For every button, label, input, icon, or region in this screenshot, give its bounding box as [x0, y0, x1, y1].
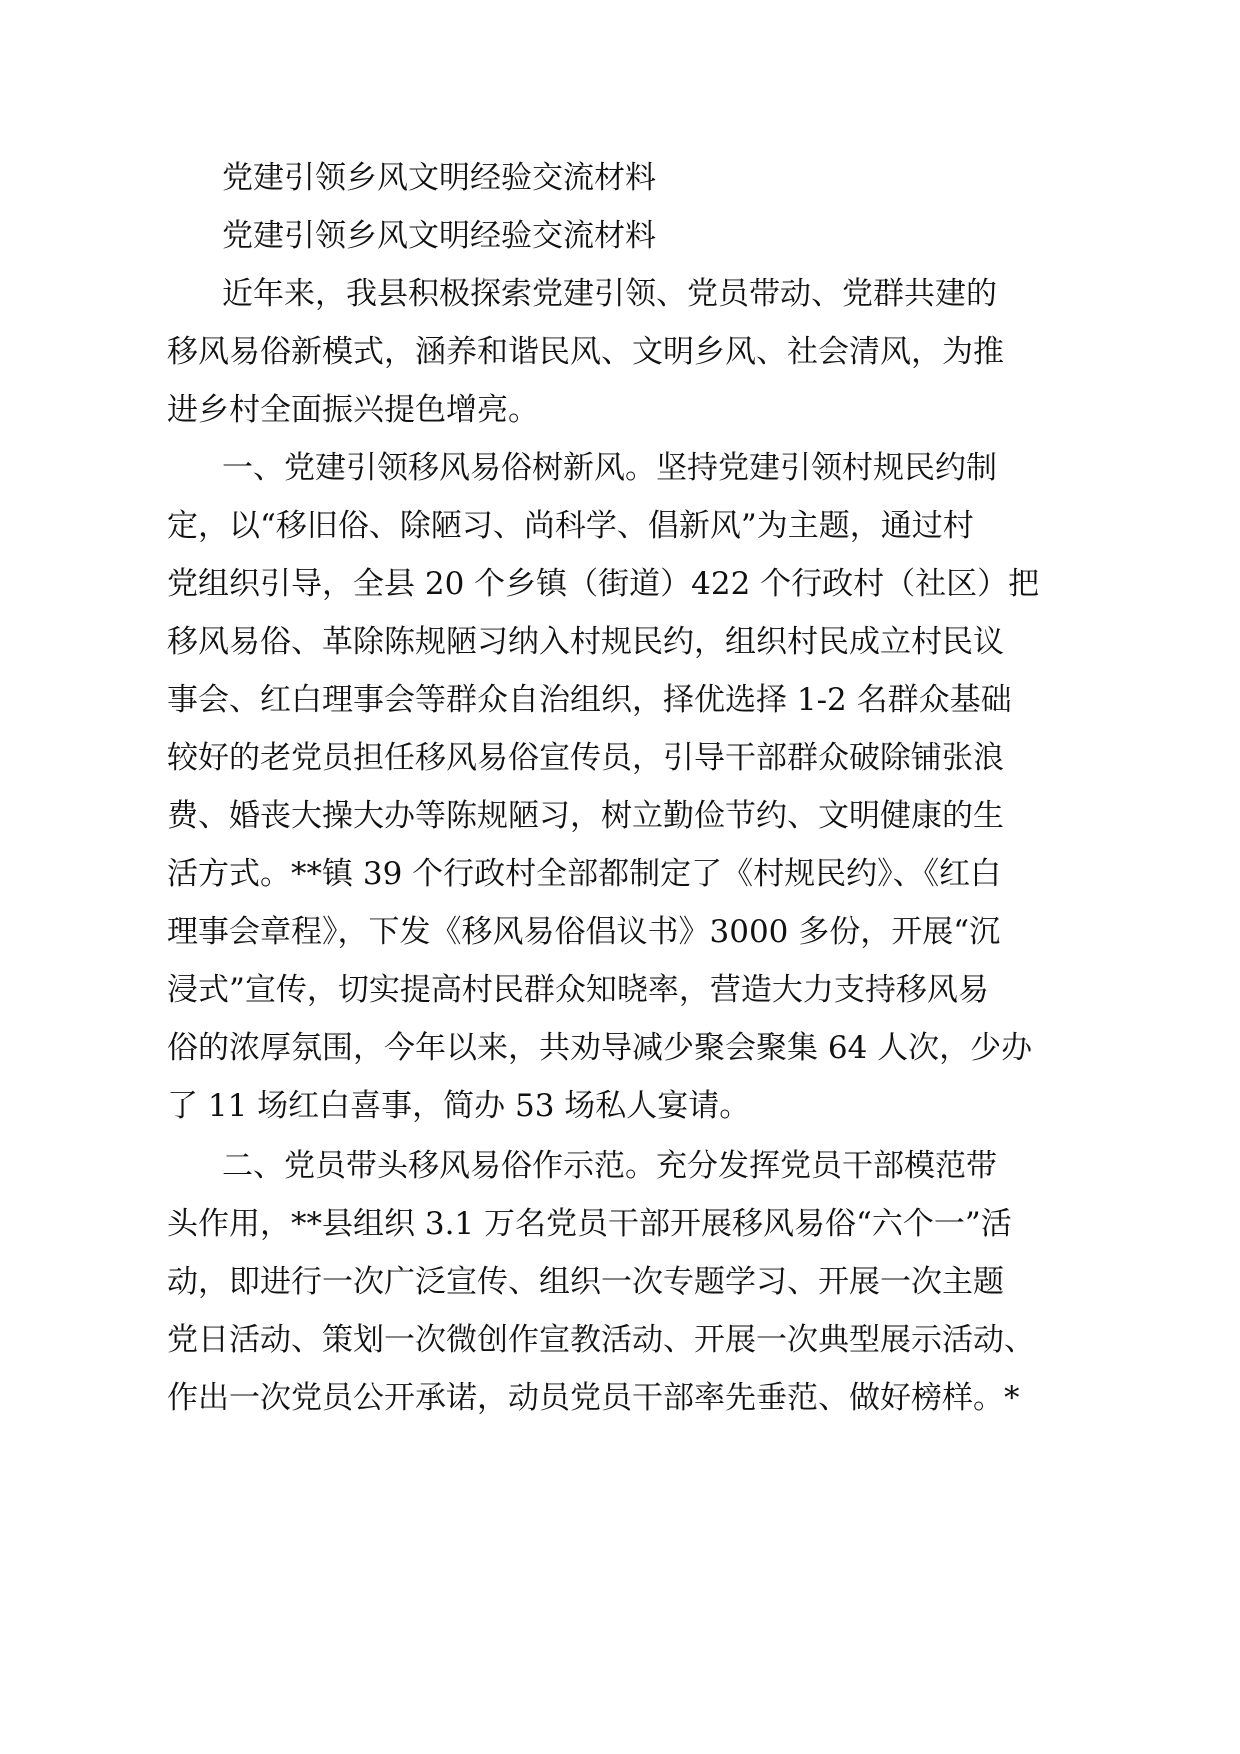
paragraph-line: 进乡村全面振兴提色增亮。 [167, 392, 539, 428]
paragraph-line: 事会、红白理事会等群众自治组织，择优选择 1-2 名群众基础 [167, 682, 1012, 718]
paragraph-line: 党组织引导，全县 20 个乡镇（街道）422 个行政村（社区）把 [167, 566, 1040, 602]
paragraph-line: 理事会章程》，下发《移风易俗倡议书》3000 多份，开展“沉 [167, 914, 1001, 950]
paragraph-line: 浸式”宣传，切实提高村民群众知晓率，营造大力支持移风易 [167, 972, 989, 1008]
paragraph-line: 近年来，我县积极探索党建引领、党员带动、党群共建的 [222, 276, 997, 312]
paragraph-line: 动，即进行一次广泛宣传、组织一次专题学习、开展一次主题 [167, 1264, 1004, 1300]
paragraph-line: 费、婚丧大操大办等陈规陋习，树立勤俭节约、文明健康的生 [167, 798, 1004, 834]
paragraph-line: 活方式。**镇 39 个行政村全部都制定了《村规民约》、《红白 [167, 856, 1002, 892]
paragraph-line: 较好的老党员担任移风易俗宣传员，引导干部群众破除铺张浪 [167, 740, 1004, 776]
paragraph-line: 二、党员带头移风易俗作示范。充分发挥党员干部模范带 [222, 1148, 997, 1184]
paragraph-line: 移风易俗新模式，涵养和谐民风、文明乡风、社会清风，为推 [167, 334, 1004, 370]
paragraph-line: 一、党建引领移风易俗树新风。坚持党建引领村规民约制 [222, 450, 997, 486]
paragraph-line: 定，以“移旧俗、除陋习、尚科学、倡新风”为主题，通过村 [167, 508, 974, 544]
paragraph-line: 移风易俗、革除陈规陋习纳入村规民约，组织村民成立村民议 [167, 624, 1004, 660]
paragraph-line: 头作用，**县组织 3.1 万名党员干部开展移风易俗“六个一”活 [167, 1206, 1012, 1242]
document-subtitle: 党建引领乡风文明经验交流材料 [222, 218, 656, 254]
paragraph-line: 党日活动、策划一次微创作宣教活动、开展一次典型展示活动、 [167, 1322, 1035, 1358]
paragraph-line: 了 11 场红白喜事，简办 53 场私人宴请。 [167, 1088, 751, 1124]
paragraph-line: 俗的浓厚氛围，今年以来，共劝导减少聚会聚集 64 人次，少办 [167, 1030, 1033, 1066]
paragraph-line: 作出一次党员公开承诺，动员党员干部率先垂范、做好榜样。* [167, 1380, 1020, 1416]
document-title: 党建引领乡风文明经验交流材料 [222, 160, 656, 196]
